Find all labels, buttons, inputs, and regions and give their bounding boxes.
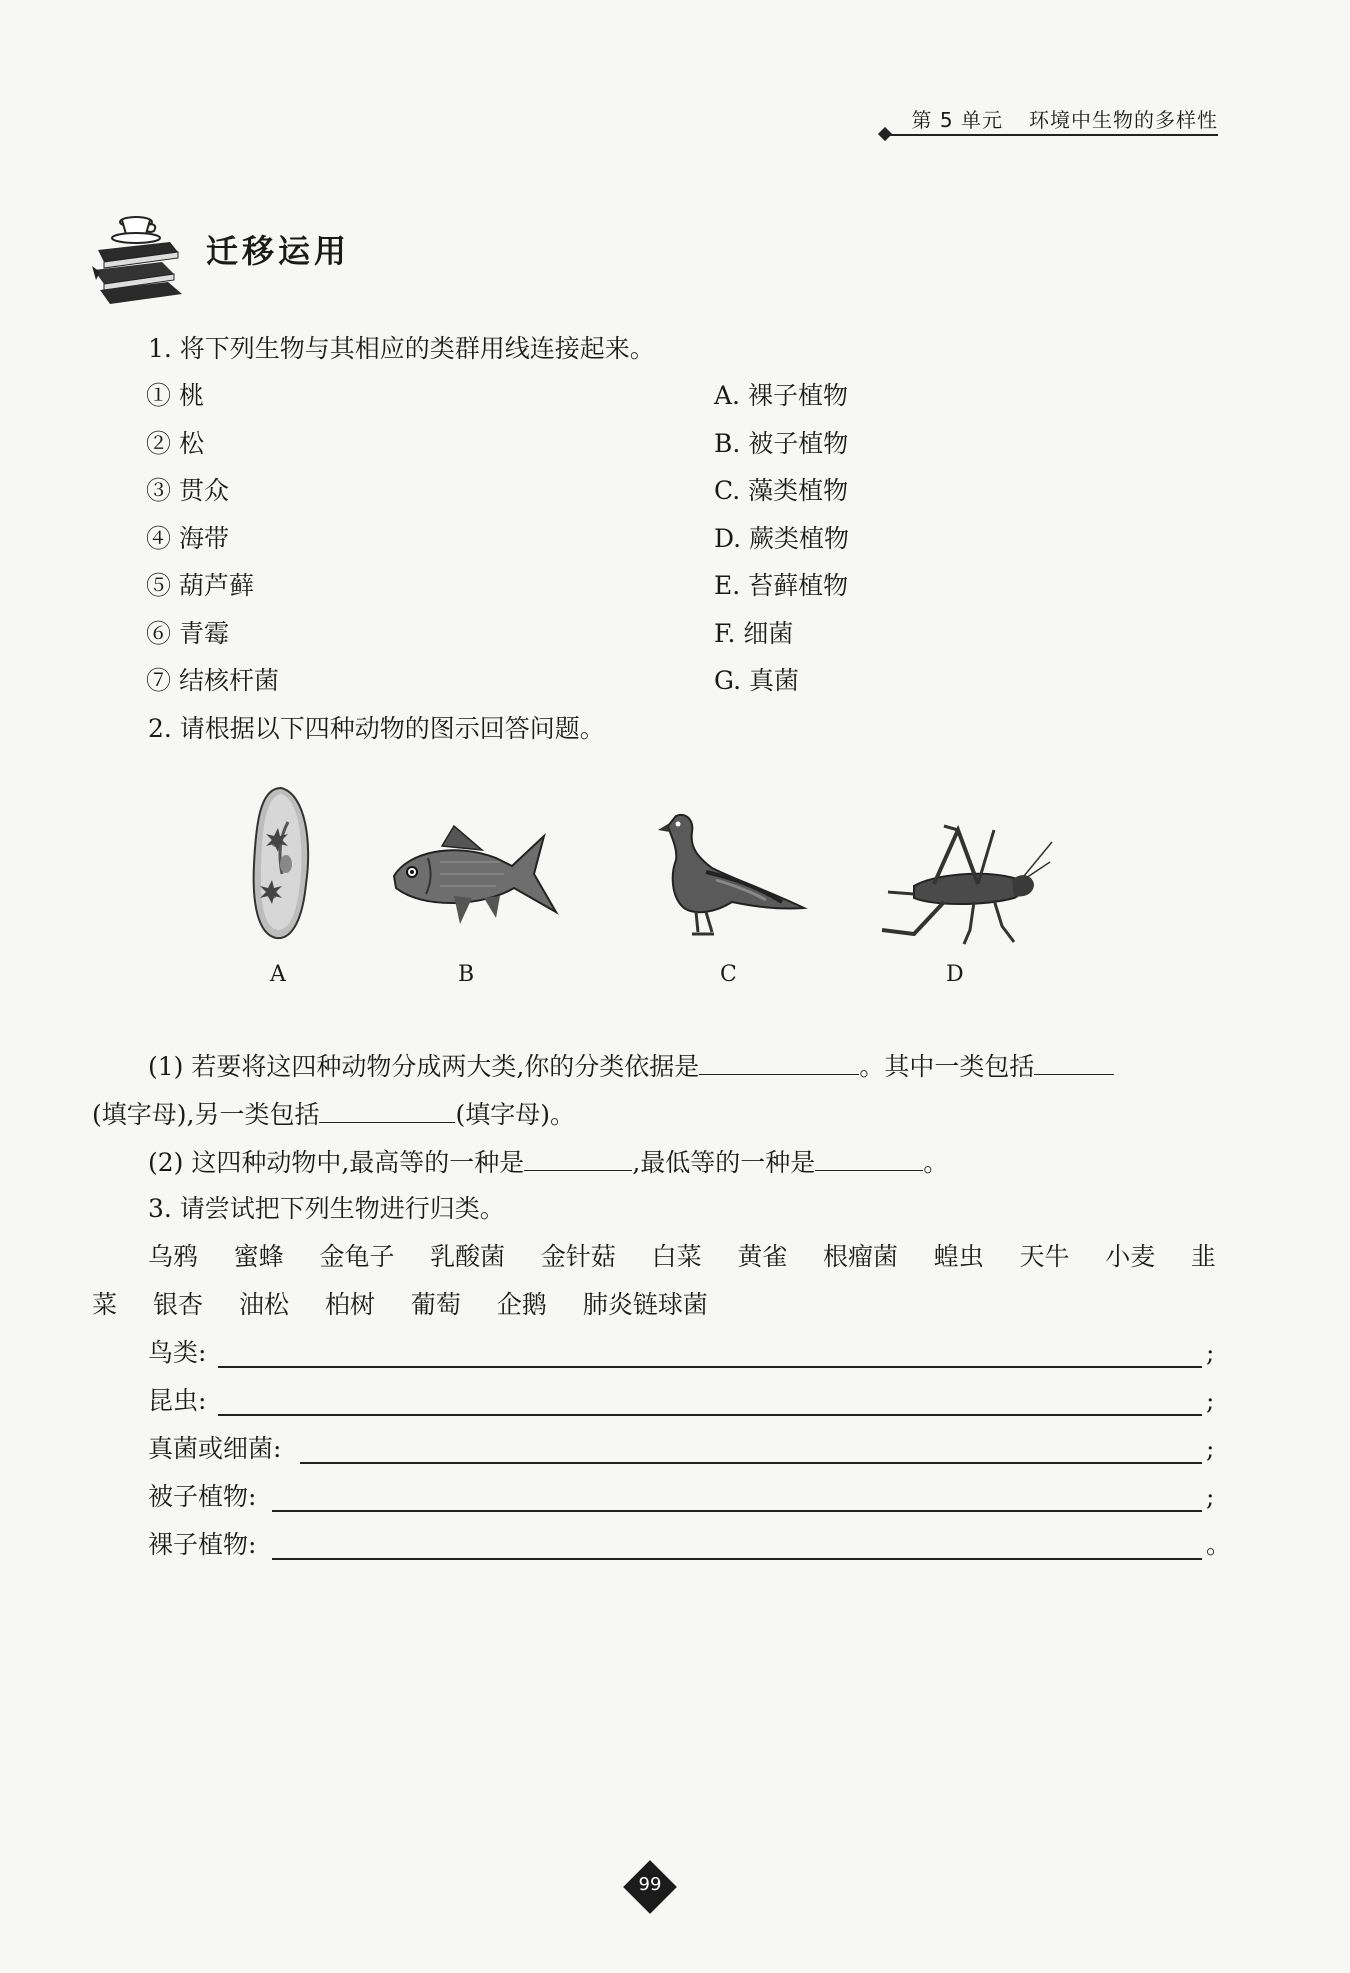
q3-prompt: 3. 请尝试把下列生物进行归类。 [148, 1194, 505, 1223]
q2-sub1-text-b: 。其中一类包括 [859, 1052, 1035, 1081]
category-end-gymnosperms: 。 [1206, 1530, 1232, 1559]
header-title: 环境中生物的多样性 [1029, 108, 1218, 132]
organism-word: 蜜蜂 [233, 1242, 284, 1271]
organism-item: ① 桃 [146, 381, 204, 410]
angiosperms-answer-line[interactable] [272, 1510, 1202, 1512]
q1-group-list [714, 381, 849, 714]
q1-organism-list [146, 381, 279, 714]
organism-word: 银杏 [152, 1290, 203, 1319]
group-item: D. 蕨类植物 [714, 523, 850, 553]
organism-word: 小麦 [1105, 1242, 1156, 1271]
least-advanced-blank[interactable] [815, 1146, 923, 1171]
most-advanced-blank[interactable] [524, 1146, 632, 1171]
organism-word: 金龟子 [319, 1242, 395, 1271]
category-label-insects: 昆虫: [148, 1386, 207, 1415]
books-teacup-icon [90, 200, 190, 310]
grasshopper-image [874, 822, 1054, 952]
q2-sub1-text-c: (填字母),另一类包括 [92, 1100, 320, 1129]
category-end-birds: ; [1206, 1338, 1215, 1367]
q3-word-row-1 [148, 1242, 1216, 1272]
q1-prompt: 1. 将下列生物与其相应的类群用线连接起来。 [148, 334, 655, 363]
organism-word: 肺炎链球菌 [582, 1290, 708, 1319]
pigeon-image [656, 812, 808, 942]
category-label-birds: 鸟类: [148, 1338, 207, 1367]
organism-word: 白菜 [651, 1242, 702, 1271]
birds-answer-line[interactable] [218, 1366, 1202, 1368]
header-unit: 第 5 单元 [911, 108, 1003, 132]
q2-sub2-text-c: 。 [923, 1148, 949, 1177]
organism-word: 柏树 [324, 1290, 375, 1319]
organism-item: ⑥ 青霉 [146, 618, 229, 648]
q2-sub2-line [148, 1146, 948, 1178]
header-diamond-icon [878, 127, 892, 141]
group-item: E. 苔藓植物 [714, 571, 849, 600]
organism-word: 蝗虫 [933, 1242, 984, 1271]
organism-word: 企鹅 [496, 1290, 547, 1319]
animal-label-a: A [270, 962, 286, 987]
running-header [912, 104, 1218, 133]
category-label-fungi-bacteria: 真菌或细菌: [148, 1434, 282, 1463]
animal-label-b: B [458, 962, 475, 987]
category-label-gymnosperms: 裸子植物: [148, 1530, 257, 1559]
group1-letters-blank[interactable] [1034, 1050, 1114, 1075]
organism-word: 韭 [1190, 1242, 1216, 1271]
organism-word: 天牛 [1019, 1242, 1070, 1271]
organism-word: 金针菇 [540, 1242, 616, 1271]
classification-basis-blank[interactable] [699, 1050, 859, 1075]
category-end-fungi-bacteria: ; [1206, 1434, 1215, 1463]
group2-letters-blank[interactable] [319, 1098, 455, 1123]
section-title: 迁移运用 [206, 232, 351, 270]
q2-sub1-text-d: (填字母)。 [455, 1100, 575, 1129]
paramecium-image [246, 784, 316, 944]
header-rule [886, 134, 1218, 136]
fish-image [384, 822, 560, 934]
q2-sub1-line1 [148, 1050, 1114, 1082]
organism-item: ⑤ 葫芦藓 [146, 571, 254, 600]
category-end-insects: ; [1206, 1386, 1215, 1415]
organism-item: ③ 贯众 [146, 476, 229, 505]
group-item: B. 被子植物 [714, 428, 849, 458]
q2-sub1-line2 [92, 1098, 575, 1130]
q3-word-row-2 [92, 1290, 736, 1320]
organism-word: 根瘤菌 [823, 1242, 899, 1271]
category-end-angiosperms: ; [1206, 1482, 1215, 1511]
animal-label-d: D [946, 962, 964, 987]
organism-item: ② 松 [146, 428, 204, 458]
organism-word: 黄雀 [737, 1242, 788, 1271]
organism-word: 菜 [92, 1290, 118, 1319]
group-item: C. 藻类植物 [714, 476, 849, 505]
insects-answer-line[interactable] [218, 1414, 1202, 1416]
gymnosperms-answer-line[interactable] [272, 1558, 1202, 1560]
fungi-bacteria-answer-line[interactable] [300, 1462, 1202, 1464]
q2-sub1-text-a: (1) 若要将这四种动物分成两大类,你的分类依据是 [148, 1052, 700, 1081]
organism-word: 乳酸菌 [430, 1242, 506, 1271]
animal-label-c: C [720, 962, 737, 987]
page-number: 99 [638, 1874, 662, 1895]
q2-sub2-text-b: ,最低等的一种是 [632, 1148, 816, 1177]
group-item: F. 细菌 [714, 618, 794, 648]
organism-item: ⑦ 结核杆菌 [146, 666, 279, 695]
organism-word: 葡萄 [410, 1290, 461, 1319]
organism-word: 乌鸦 [148, 1242, 199, 1271]
organism-word: 油松 [238, 1290, 289, 1319]
organism-item: ④ 海带 [146, 523, 229, 553]
category-label-angiosperms: 被子植物: [148, 1482, 257, 1511]
group-item: A. 裸子植物 [714, 381, 848, 410]
q2-prompt: 2. 请根据以下四种动物的图示回答问题。 [148, 714, 605, 743]
q2-sub2-text-a: (2) 这四种动物中,最高等的一种是 [148, 1148, 525, 1177]
group-item: G. 真菌 [714, 666, 799, 695]
